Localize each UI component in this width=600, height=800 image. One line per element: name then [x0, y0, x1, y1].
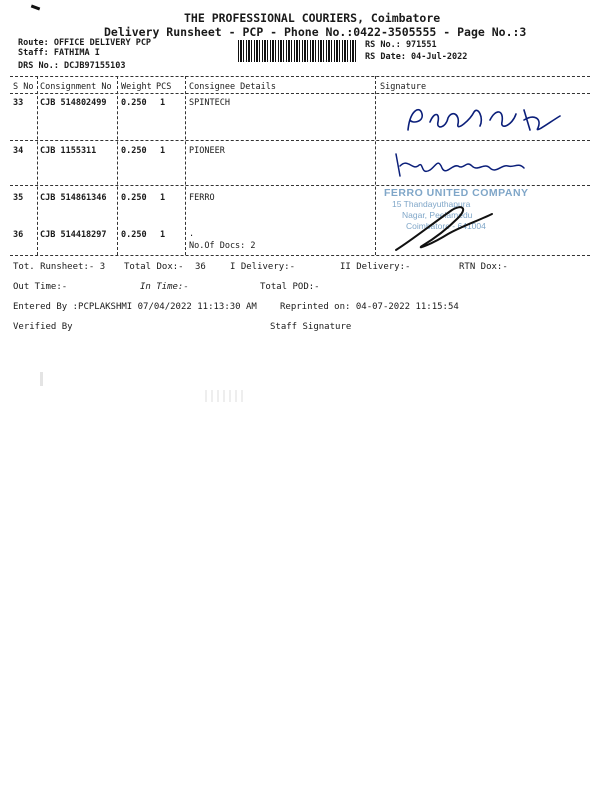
table-row-consignment: CJB 1155311	[40, 146, 97, 156]
column-rule	[185, 76, 186, 255]
table-row-consignee: FERRO	[189, 193, 215, 203]
table-row-weight: 0.250	[121, 98, 147, 108]
route: Route: OFFICE DELIVERY PCP	[18, 38, 152, 48]
table-row-consignment: CJB 514802499	[40, 98, 107, 108]
table-row-weight: 0.250	[121, 193, 147, 203]
table-row-sno: 33	[13, 98, 24, 108]
total-pod: Total POD:-	[260, 282, 320, 292]
barcode	[238, 40, 358, 62]
rs-date: RS Date: 04-Jul-2022	[365, 52, 468, 62]
reprinted-on: Reprinted on: 04-07-2022 11:15:54	[280, 302, 459, 312]
table-row-pcs: 1	[160, 98, 166, 108]
table-bottom-rule	[10, 255, 590, 256]
col-header-consignment: Consignment No	[40, 82, 112, 92]
company-name: THE PROFESSIONAL COURIERS, Coimbatore	[184, 11, 441, 25]
entered-by: Entered By :PCPLAKSHMI 07/04/2022 11:13:30 AM	[13, 302, 257, 312]
table-row-weight: 0.250	[121, 230, 147, 240]
table-header-rule	[10, 93, 590, 94]
signature-row-34	[390, 148, 530, 182]
table-row-sno: 34	[13, 146, 24, 156]
table-row-consignee: SPINTECH	[189, 98, 230, 108]
verified-by: Verified By	[13, 322, 73, 332]
column-rule	[375, 76, 376, 255]
rtn-dox: RTN Dox:-	[459, 262, 508, 272]
total-runsheet: Tot. Runsheet:- 3	[13, 262, 106, 272]
stamp-line: Coimbatore - 641004	[406, 221, 486, 231]
col-header-signature: Signature	[380, 82, 427, 92]
table-row-consignment: CJB 514861346	[40, 193, 107, 203]
column-rule	[37, 76, 38, 255]
col-header-consignee: Consignee Details	[189, 82, 276, 92]
stamp-line: FERRO UNITED COMPANY	[384, 187, 529, 199]
total-dox-value: 36	[195, 262, 206, 272]
signature-row-33	[400, 100, 570, 140]
table-top-rule	[10, 76, 590, 77]
i-delivery: I Delivery:-	[230, 262, 296, 272]
col-header-weight: Weight	[121, 82, 152, 92]
table-row-pcs: 1	[160, 146, 166, 156]
rs-number: RS No.: 971551	[365, 40, 437, 50]
staff-signature: Staff Signature	[270, 322, 352, 332]
table-row-sno: 35	[13, 193, 24, 203]
row-rule	[10, 185, 590, 186]
stamp-line: 15 Thandayuthapura	[392, 199, 471, 209]
table-row-sno: 36	[13, 230, 24, 240]
total-dox-label: Total Dox:-	[124, 262, 184, 272]
runsheet-title: Delivery Runsheet - PCP - Phone No.:0422-3505555 - Page No.:3	[104, 25, 527, 39]
scan-speck	[40, 372, 43, 386]
out-time: Out Time:-	[13, 282, 68, 292]
table-row-consignment: CJB 514418297	[40, 230, 107, 240]
corner-mark	[31, 5, 40, 11]
table-row-weight: 0.250	[121, 146, 147, 156]
row-rule	[10, 140, 590, 141]
col-header-sno: S No	[13, 82, 34, 92]
stamp-line: Nagar, Peelamedu	[402, 210, 473, 220]
column-rule	[117, 76, 118, 255]
no-of-docs: No.Of Docs: 2	[189, 241, 256, 251]
in-time: In Time:-	[140, 282, 189, 292]
table-row-consignee: PIONEER	[189, 146, 225, 156]
drs-number: DRS No.: DCJB97155103	[18, 61, 126, 71]
scan-speck	[205, 390, 245, 402]
signature-row-35	[392, 200, 502, 256]
ii-delivery: II Delivery:-	[340, 262, 411, 272]
table-row-consignee: .	[189, 229, 195, 239]
table-row-pcs: 1	[160, 193, 166, 203]
col-header-pcs: PCS	[156, 82, 172, 92]
staff: Staff: FATHIMA I	[18, 48, 100, 58]
table-row-pcs: 1	[160, 230, 166, 240]
